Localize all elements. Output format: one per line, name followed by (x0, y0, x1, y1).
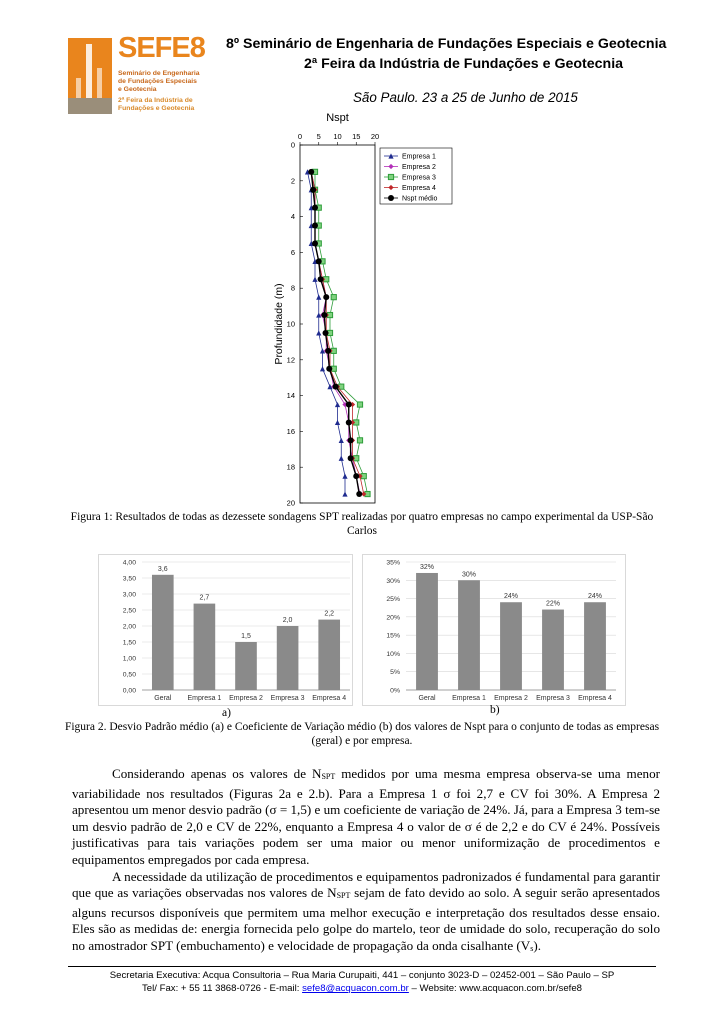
x-tick-label: Geral (418, 695, 436, 702)
data-point (356, 491, 362, 497)
data-point (331, 295, 336, 300)
y-tick-label: 0,00 (122, 687, 136, 695)
logo-subtitle-2: de Fundações Especiais (118, 78, 197, 85)
legend-label: Empresa 4 (402, 185, 436, 192)
figure2b-label: b) (490, 704, 500, 716)
x-tick-label: Empresa 1 (187, 695, 222, 702)
p2-text-a: A necessidade da utilização de procedimentos e equipamentos padronizados é fundamental para garantir que que as variações observadas nos valores de N (72, 868, 660, 901)
header-title-line2: 2ª Feira da Indústria de Fundações e Geotecnia (304, 56, 624, 72)
data-point (333, 384, 339, 390)
y-tick-label: 20% (386, 614, 400, 622)
footer-rule (68, 966, 656, 967)
bar (458, 580, 480, 690)
legend-marker (388, 174, 393, 179)
data-point (316, 330, 321, 335)
x-tick-label: Geral (154, 695, 172, 702)
y-tick-label: 4 (290, 212, 295, 222)
footer-contact (60, 983, 664, 994)
y-tick-label: 35% (386, 559, 400, 567)
p2-subscript-2: s (530, 943, 534, 953)
data-point (310, 187, 316, 193)
logo-subtitle-4: 2ª Feira da Indústria de (118, 97, 193, 104)
p1-text-b: medidos por uma mesma empresa observa-se uma menor variabilidade nos resultados (Figuras 2a e 2.b). Para a Empresa 1 σ foi 2,7 e CV foi 30%. A Empresa 2 apresentou um menor desvio padrão (σ = 1,5) e um coeficiente de variação de 24%. Já, para a Empresa 3 tem-se um desvio padrão de 2,0 e CV de 22%, enquanto a Empresa 4 o valor de σ é de 2,2 e do CV é 24%. Possíveis justificativas para tais variações podem ser uma maior ou menor uniformização de procedimentos e equipamentos empregados por cada empresa. (72, 766, 660, 867)
y-tick-label: 3,50 (122, 575, 136, 583)
y-tick-label: 25% (386, 596, 400, 604)
x-tick-label: Empresa 3 (270, 695, 305, 702)
bar (500, 602, 522, 690)
y-tick-label: 4,00 (122, 559, 136, 567)
data-point (316, 258, 322, 264)
data-label: 3,6 (157, 565, 168, 573)
header-title-line1: 8º Seminário de Engenharia de Fundações Especiais e Geotecnia (226, 36, 667, 52)
legend-label: Empresa 3 (402, 174, 436, 182)
data-point (339, 456, 344, 461)
body-text (72, 766, 660, 958)
data-point (326, 366, 332, 372)
data-point (348, 455, 354, 461)
bar (416, 573, 438, 690)
data-label: 24% (587, 593, 603, 601)
chart-title: Nspt (326, 112, 349, 124)
figure2a-std-dev-chart (98, 554, 353, 706)
x-tick-label: Empresa 2 (494, 695, 528, 702)
bar (318, 620, 340, 690)
x-tick-label: Empresa 3 (536, 695, 570, 702)
y-tick-label: 8 (290, 283, 295, 293)
logo-subtitle-5: Fundações e Geotecnia (118, 105, 195, 112)
legend-label: Empresa 2 (402, 164, 436, 171)
logo-emblem (68, 38, 112, 114)
x-tick-label: Empresa 2 (229, 695, 263, 702)
y-tick-label: 30% (386, 577, 400, 585)
data-point (323, 330, 329, 336)
x-tick-label: 5 (316, 132, 321, 141)
y-tick-label: 16 (286, 426, 295, 436)
y-tick-label: 2,50 (122, 607, 136, 615)
y-tick-label: 5% (390, 669, 400, 677)
y-tick-label: 10 (286, 319, 295, 329)
x-tick-label: Empresa 4 (578, 695, 612, 702)
y-tick-label: 18 (286, 462, 295, 472)
logo-wordmark: SEFE8 (118, 32, 205, 64)
data-point (325, 348, 331, 354)
y-tick-label: 20 (286, 498, 295, 508)
figure2b-cv-chart (362, 554, 626, 706)
fig2a-frame (99, 555, 353, 706)
figure2-caption: Figura 2. Desvio Padrão médio (a) e Coeficiente de Variação médio (b) dos valores de Nspt para o conjunto de todas as empresas (geral) e por empresa. (64, 721, 660, 747)
data-label: 1,5 (241, 633, 251, 640)
y-tick-label: 1,50 (122, 639, 136, 647)
footer-address: Secretaria Executiva: Acqua Consultoria – Rua Maria Curupaiti, 441 – conjunto 3023-D – 02452-001 – São Paulo – SP (109, 970, 615, 981)
y-tick-label: 14 (286, 391, 295, 401)
y-tick-label: 15% (386, 632, 400, 640)
figure1-nspt-chart (260, 108, 470, 508)
p2-text-b: sejam de fato devido ao solo. A seguir serão apresentados alguns recursos disponíveis que permitem uma melhor execução e interpretação dos resultados desse ensaio. Eles são as medidas de: energia fornecida pelo golpe do martelo, teor de umidade do solo, recuperação do solo no amostrador SPT (embuchamento) e velocidade de propagação da onda cisalhante (V (72, 885, 660, 953)
data-label: 32% (419, 563, 435, 571)
bar (152, 575, 174, 690)
p2-subscript: SPT (336, 891, 351, 901)
y-axis-label: Profundidade (m) (273, 283, 285, 365)
data-point (339, 438, 344, 443)
data-point (312, 240, 318, 246)
data-point (357, 438, 362, 443)
data-point (318, 276, 324, 282)
y-tick-label: 2,00 (122, 623, 136, 631)
data-point (342, 474, 347, 479)
y-tick-label: 10% (386, 650, 400, 658)
bar (542, 610, 564, 690)
data-point (312, 277, 317, 282)
data-point (312, 223, 318, 229)
y-tick-label: 0,50 (122, 671, 136, 679)
header-date-line: São Paulo. 23 a 25 de Junho de 2015 (353, 90, 578, 105)
data-point (308, 169, 314, 175)
p1-subscript: SPT (321, 772, 336, 781)
legend-label: Nspt médio (402, 195, 438, 203)
paragraph-2 (72, 869, 660, 958)
data-label: 2,0 (282, 617, 293, 624)
figure1-caption: Figura 1: Resultados de todas as dezessete sondagens SPT realizadas por quatro empresas no campo experimental da USP-São Carlos (70, 511, 654, 537)
x-tick-label: Empresa 1 (452, 695, 486, 702)
p2-text-c: ). (533, 937, 542, 953)
logo-subtitle-1: Seminário de Engenharia (118, 70, 200, 77)
data-point (357, 402, 362, 407)
footer-phone: Tel/ Fax: + 55 11 3868-0726 - E-mail: (141, 983, 303, 994)
bar (194, 604, 216, 690)
footer-website: – Website: www.acquacon.com.br/sefe8 (408, 983, 583, 994)
data-label: 24% (503, 593, 519, 601)
y-tick-label: 2 (290, 176, 295, 186)
y-tick-label: 1,00 (122, 655, 136, 663)
footer-email-link[interactable]: sefe8@acquacon.com.br (302, 983, 409, 994)
data-point (342, 491, 347, 496)
data-label: 2,2 (324, 610, 335, 618)
x-tick-label: 15 (352, 132, 361, 141)
data-point (321, 312, 327, 318)
data-point (320, 366, 325, 371)
x-tick-label: Empresa 4 (312, 695, 347, 702)
y-tick-label: 6 (290, 247, 295, 257)
paragraph-1 (72, 766, 660, 869)
y-tick-label: 0% (390, 687, 400, 695)
data-point (335, 420, 340, 425)
data-label: 2,7 (199, 594, 210, 602)
data-point (348, 437, 354, 443)
bar (277, 626, 299, 690)
data-point (346, 402, 352, 408)
x-tick-label: 10 (333, 132, 342, 141)
data-point (335, 402, 340, 407)
data-label: 22% (545, 600, 561, 608)
logo-subtitle-3: e Geotecnia (118, 86, 157, 93)
y-tick-label: 0 (290, 140, 295, 150)
p1-text-a: Considerando apenas os valores de N (112, 766, 322, 781)
x-tick-label: 20 (370, 132, 380, 141)
data-point (323, 294, 329, 300)
bar (235, 642, 257, 690)
data-point (346, 419, 352, 425)
data-point (353, 473, 359, 479)
sefe8-logo (68, 30, 218, 120)
y-tick-label: 12 (286, 355, 295, 365)
data-label: 30% (461, 571, 477, 579)
bar (584, 602, 606, 690)
data-point (316, 295, 321, 300)
y-tick-label: 3,00 (122, 591, 136, 599)
legend-marker (388, 195, 394, 201)
legend-label: Empresa 1 (402, 153, 436, 161)
x-tick-label: 0 (297, 132, 303, 141)
figure2a-label: a) (222, 707, 231, 719)
data-point (312, 205, 318, 211)
